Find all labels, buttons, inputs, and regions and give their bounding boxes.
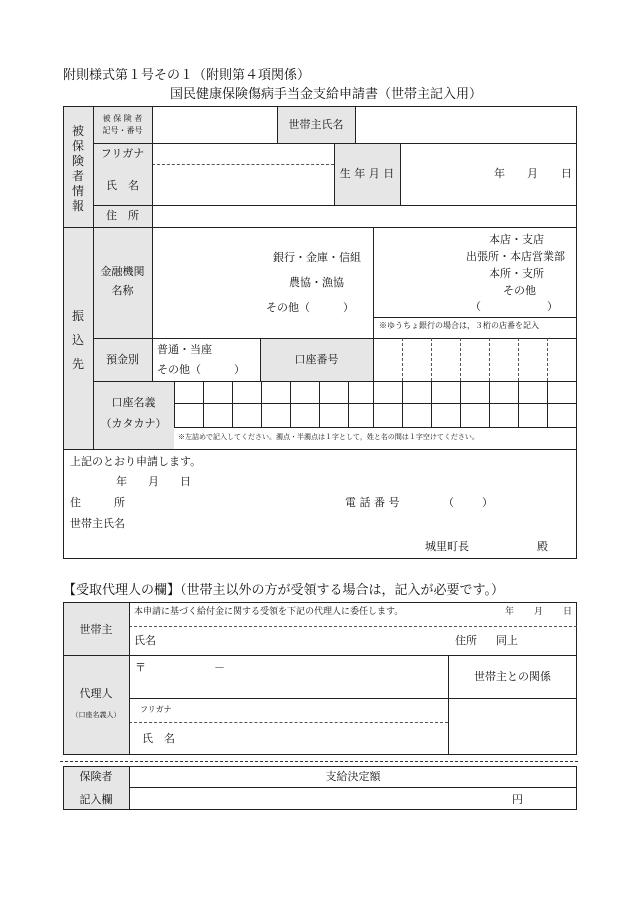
insured-name-label: 氏 名 [106,179,139,192]
amount-field[interactable] [130,788,510,809]
branch-type-1: 本店・支店 [489,233,544,246]
postal-mark: 〒 [135,661,146,674]
application-householder-label: 世帯主氏名 [70,517,125,530]
bank-type-2: 農協・漁協 [289,276,344,289]
agent-furigana-label: フリガナ [140,705,172,714]
application-address-field[interactable] [140,493,330,511]
phone-label: 電 話 番 号 [345,496,400,509]
householder-name-label: 世帯主氏名 [288,118,344,131]
insured-section-label: 被保険者情報 [71,124,84,213]
agent-sub-label: （口座名義人） [71,711,121,719]
section-separator [60,761,578,762]
insurer-label-2: 記入欄 [79,793,113,806]
insured-address-field[interactable] [153,206,576,226]
deposit-type-option-1[interactable]: 普通・当座 [157,343,212,356]
dob-month-label: 月 [527,167,538,180]
householder-name-field[interactable] [356,107,576,142]
holder-label-2: （カタカナ） [100,417,167,430]
proxy-day-label: 日 [563,607,573,617]
phone-field[interactable] [420,493,570,511]
branch-type-4: その他 [503,284,536,297]
bank-type-3: その他（ ） [266,301,354,314]
account-no-label: 口座番号 [294,353,339,366]
form-title: 国民健康保険傷病手当金支給申請書（世帯主記入用） [170,87,483,102]
bank-label-2: 名称 [111,284,134,297]
proxy-name-label: 氏名 [134,634,156,647]
phone-paren-close: ） [482,496,493,509]
phone-paren-open: （ [443,496,454,509]
dob-label: 生 年 月 日 [339,167,395,180]
relation-field[interactable] [449,699,576,754]
insured-no-field[interactable] [153,107,276,142]
postal-dash: － [214,661,225,674]
holder-name-field[interactable] [175,382,576,426]
furigana-label: フリガナ [100,147,145,160]
relation-label: 世帯主との関係 [474,670,551,683]
bank-label-1: 金融機関 [100,265,145,278]
yen-label: 円 [512,793,523,806]
insured-address-label: 住 所 [106,209,139,222]
agent-address-field[interactable] [130,656,447,697]
insured-name-field[interactable] [153,165,333,204]
agent-name-label: 氏 名 [142,732,175,745]
agent-furigana-field[interactable] [180,700,445,721]
honorific: 殿 [537,540,548,553]
agent-label: 代理人 [79,687,113,700]
holder-label-1: 口座名義 [111,396,156,409]
bank-type-1: 銀行・金庫・信組 [273,251,361,264]
application-month-label: 月 [148,475,159,488]
deposit-type-label: 預金別 [106,353,139,366]
branch-type-2: 出張所・本店営業部 [466,250,565,263]
account-no-field[interactable] [374,339,576,380]
addressee: 城里町長 [425,540,469,553]
application-day-label: 日 [180,475,191,488]
branch-type-5: （ ） [470,300,558,313]
dob-field[interactable] [401,144,576,204]
transfer-section-label: 振込先 [71,309,84,371]
dob-year-label: 年 [494,167,505,180]
insured-no-label-1: 被 保 険 者 [102,114,143,123]
dob-day-label: 日 [561,167,572,180]
delegation-text: 本申請に基づく給付金に関する受領を下記の代理人に委任します。 [134,607,404,617]
form-number: 附則様式第１号その１（附則第４項関係） [63,68,311,83]
proxy-address-label: 住所 [455,634,477,647]
proxy-year-label: 年 [505,607,515,617]
insurer-label-1: 保険者 [79,770,113,783]
application-address-label: 住 所 [70,496,125,509]
proxy-month-label: 月 [534,607,544,617]
holder-note: ※左詰めで記入してください。濁点・半濁点は１字として，姓と名の間は１字空けてください。 [178,433,479,441]
proxy-heading: 【受取代理人の欄】（世帯主以外の方が受領する場合は，記入が必要です。） [63,583,504,598]
application-year-label: 年 [116,475,127,488]
branch-type-3: 本所・支所 [489,267,544,280]
furigana-field[interactable] [153,144,333,163]
application-statement: 上記のとおり申請します。 [70,455,202,468]
agent-name-field[interactable] [185,724,445,753]
proxy-householder-label: 世帯主 [79,623,113,636]
proxy-address-same: 同上 [496,634,518,647]
application-householder-field[interactable] [140,514,340,532]
deposit-type-option-2[interactable]: その他（ ） [157,363,245,376]
yucho-note: ※ゆうちょ銀行の場合は，３桁の店番を記入 [379,321,539,330]
amount-label: 支給決定額 [325,770,381,783]
insured-no-label-2: 記号・番号 [102,126,143,135]
proxy-householder-name-field[interactable] [160,630,445,652]
